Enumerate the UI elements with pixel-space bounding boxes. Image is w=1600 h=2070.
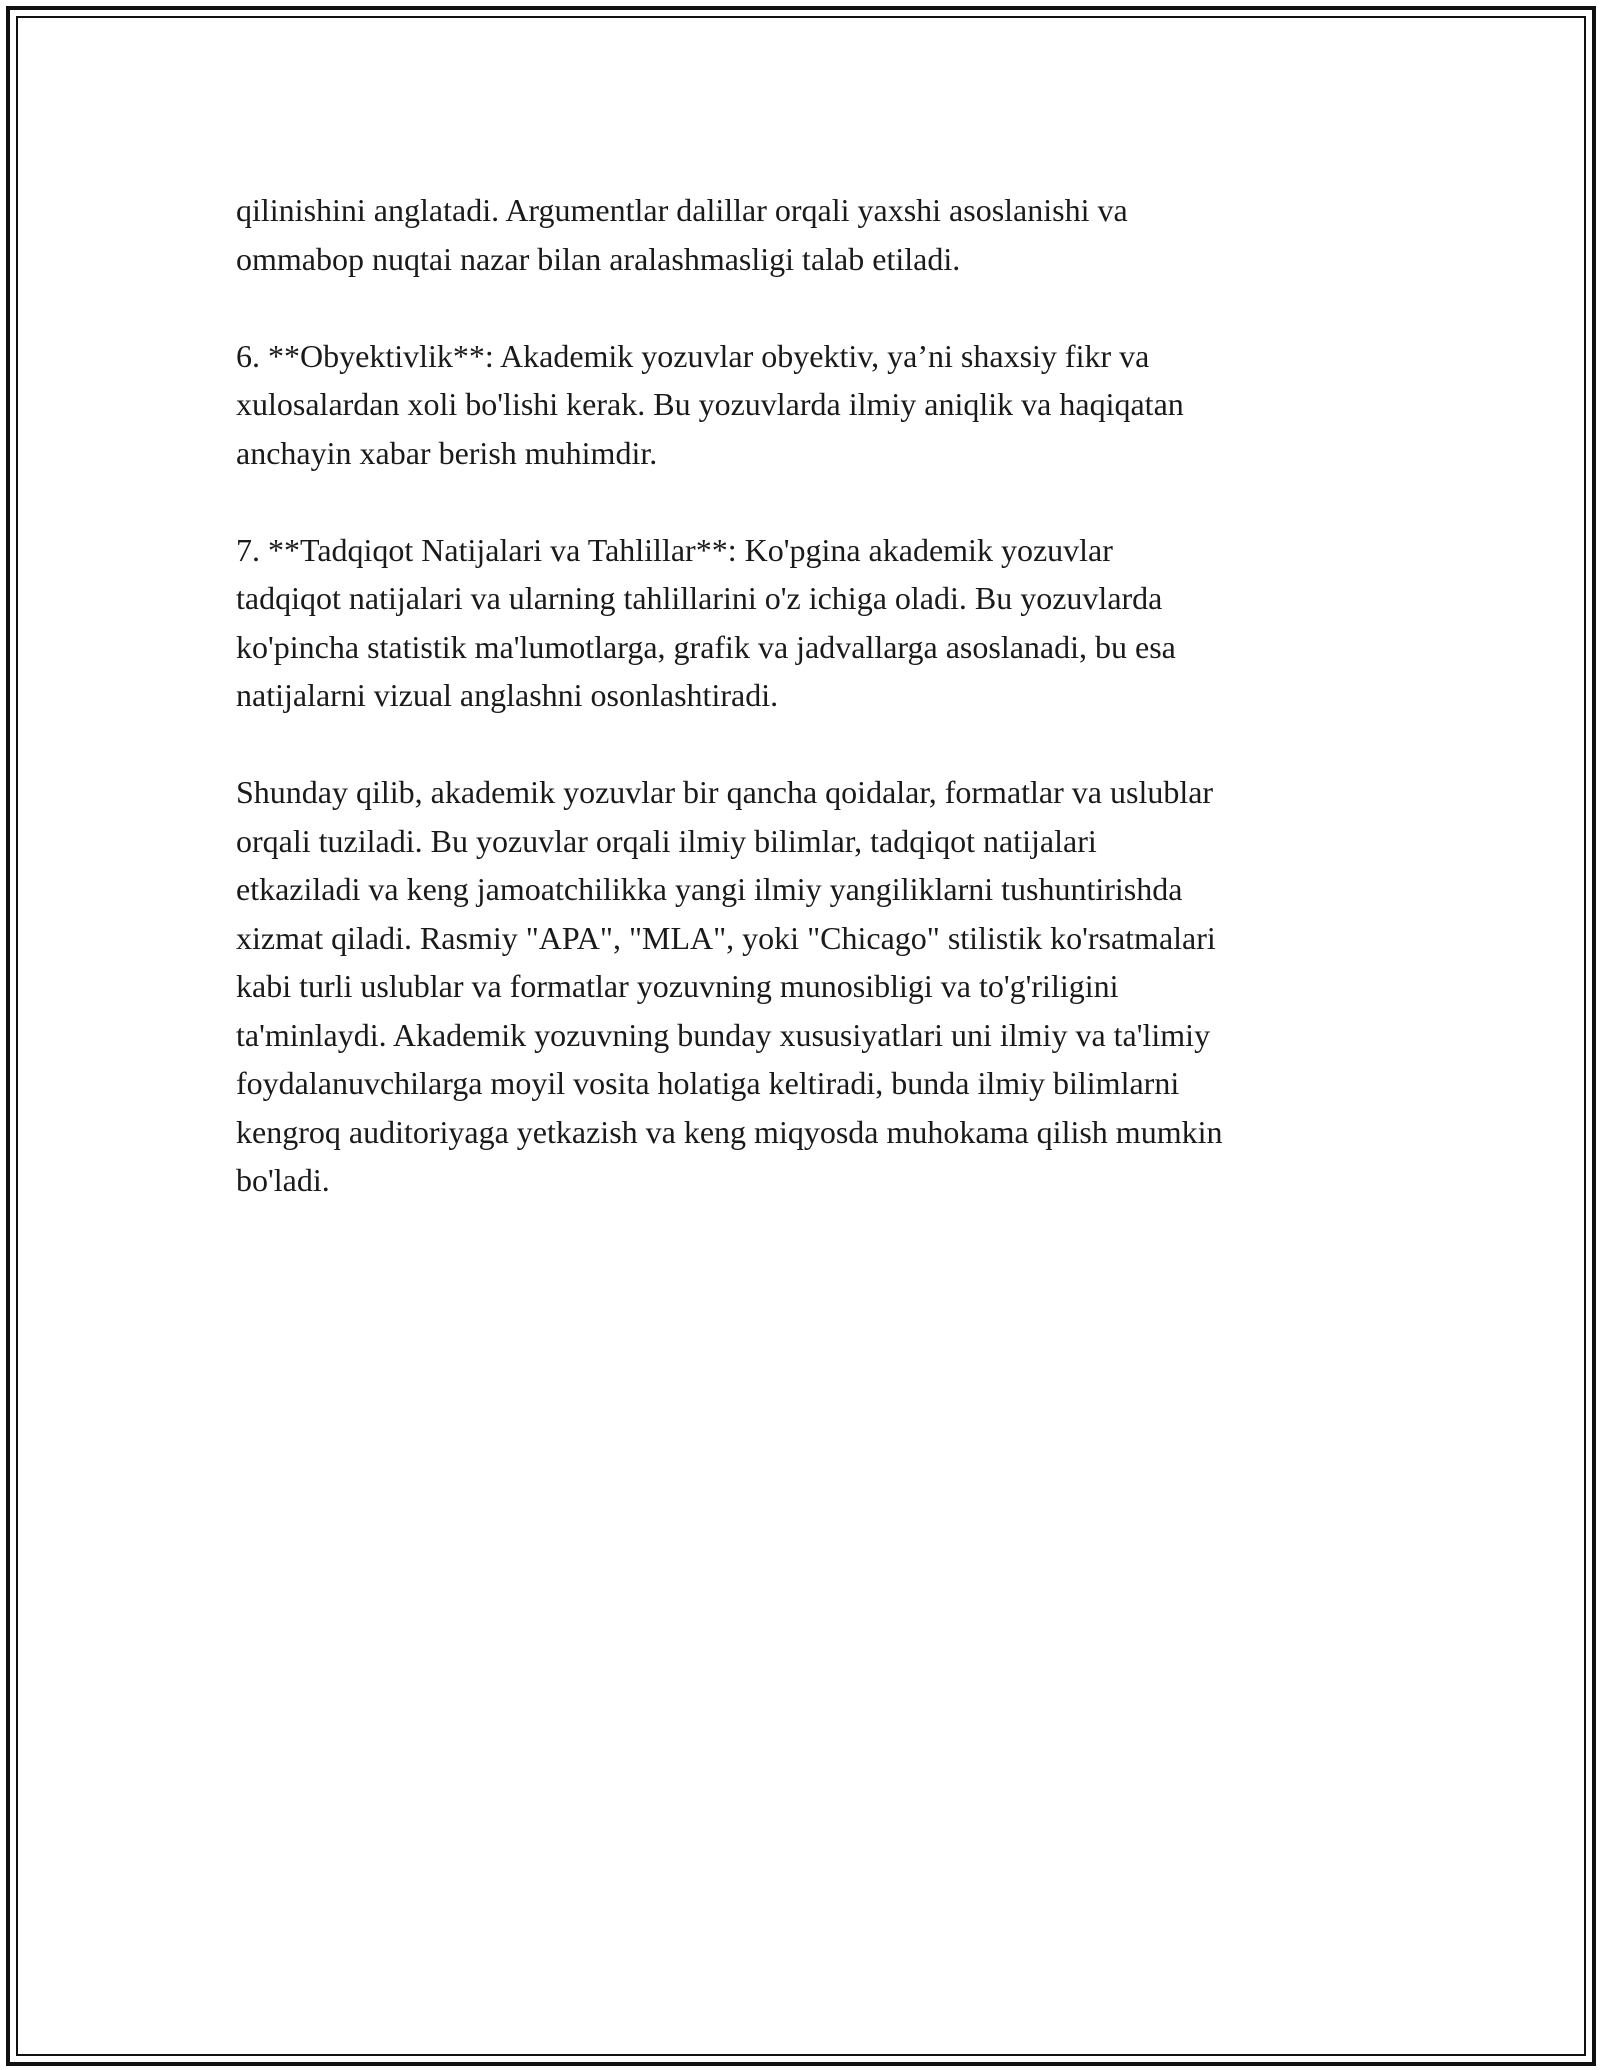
text-line: kengroq auditoriyaga yetkazish va keng miqyosda muhokama qilish mumkin [236, 1113, 1223, 1150]
text-line: ko'pincha statistik ma'lumotlarga, grafik va jadvallarga asoslanadi, bu esa [236, 628, 1176, 665]
text-line: qilinishini anglatadi. Argumentlar dalillar orqali yaxshi asoslanishi va [236, 192, 1128, 228]
text-line: ommabop nuqtai nazar bilan aralashmasligi talab etiladi. [236, 240, 961, 277]
text-line: tadqiqot natijalari va ularning tahlillarini o'z ichiga oladi. Bu yozuvlarda [236, 580, 1163, 616]
text-line: xizmat qiladi. Rasmiy "APA", "MLA", yoki "Chicago" stilistik ko'rsatmalari [236, 919, 1216, 956]
text-line: foydalanuvchilarga moyil vosita holatiga keltiradi, bunda ilmiy bilimlarni [236, 1065, 1180, 1101]
paragraph-objectivity [236, 332, 1376, 478]
paragraph-argumentation [236, 186, 1376, 283]
text-line: 7. **Tadqiqot Natijalari va Tahlillar**: Ko'pgina akademik yozuvlar [236, 531, 1113, 568]
text-line: natijalarni vizual anglashni osonlashtiradi. [236, 677, 779, 713]
text-line: kabi turli uslublar va formatlar yozuvning munosibligi va to'g'riligini [236, 968, 1119, 1004]
text-line: etkaziladi va keng jamoatchilikka yangi ilmiy yangiliklarni tushuntirishda [236, 871, 1183, 907]
text-line: ta'minlaydi. Akademik yozuvning bunday xususiyatlari uni ilmiy va ta'limiy [236, 1016, 1211, 1053]
text-line: orqali tuziladi. Bu yozuvlar orqali ilmiy bilimlar, tadqiqot natijalari [236, 822, 1097, 859]
text-line: bo'ladi. [236, 1162, 330, 1198]
text-line: Shunday qilib, akademik yozuvlar bir qancha qoidalar, formatlar va uslublar [236, 774, 1214, 810]
document-body [236, 186, 1376, 1253]
text-line: xulosalardan xoli bo'lishi kerak. Bu yozuvlarda ilmiy aniqlik va haqiqatan [236, 386, 1184, 422]
paragraph-research-results [236, 526, 1376, 720]
text-line: anchayin xabar berish muhimdir. [236, 434, 658, 471]
paragraph-conclusion [236, 768, 1376, 1205]
text-line: 6. **Obyektivlik**: Akademik yozuvlar obyektiv, ya’ni shaxsiy fikr va [236, 337, 1150, 374]
